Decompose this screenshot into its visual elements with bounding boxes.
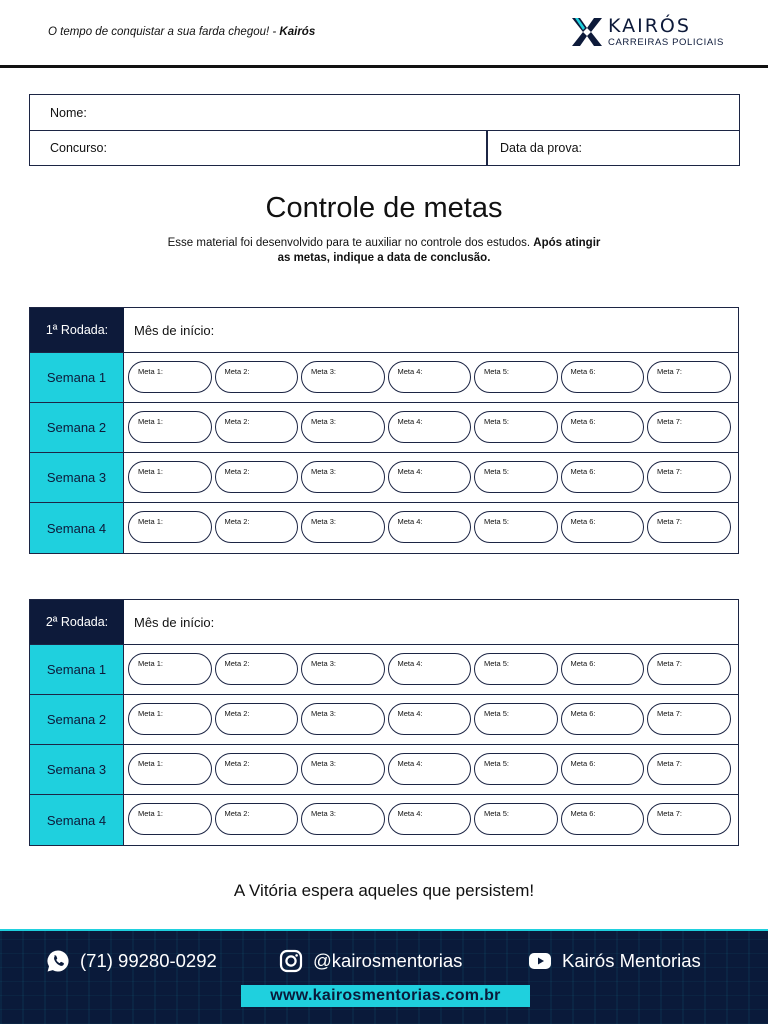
goal-field[interactable]	[301, 803, 385, 835]
goal-label: Meta 5:	[484, 659, 510, 668]
goal-field[interactable]	[301, 753, 385, 785]
goal-field[interactable]	[388, 511, 472, 543]
goal-label: Meta 7:	[657, 417, 683, 426]
goal-list	[128, 703, 731, 735]
week-label: Semana 1	[30, 645, 124, 694]
rodada-label: 2ª Rodada:	[30, 600, 124, 644]
goal-field[interactable]	[215, 511, 299, 543]
week-row	[30, 403, 738, 453]
goal-label: Meta 6:	[570, 709, 596, 718]
goal-label: Meta 5:	[484, 467, 510, 476]
week-row	[30, 745, 738, 795]
goal-field[interactable]	[388, 803, 472, 835]
goal-label: Meta 1:	[138, 467, 164, 476]
week-label: Semana 1	[30, 353, 124, 402]
goal-label: Meta 1:	[138, 809, 164, 818]
week-label: Semana 3	[30, 745, 124, 794]
goal-label: Meta 6:	[570, 417, 596, 426]
goal-label: Meta 4:	[397, 759, 423, 768]
week-row	[30, 453, 738, 503]
rodada-table-2	[29, 599, 739, 846]
goal-field[interactable]	[128, 703, 212, 735]
goal-field[interactable]	[647, 653, 731, 685]
goal-field[interactable]	[215, 703, 299, 735]
goal-field[interactable]	[474, 753, 558, 785]
week-label: Semana 2	[30, 695, 124, 744]
week-row	[30, 795, 738, 845]
goal-field[interactable]	[561, 703, 645, 735]
goal-label: Meta 2:	[224, 417, 250, 426]
goal-label: Meta 7:	[657, 759, 683, 768]
goal-label: Meta 4:	[397, 417, 423, 426]
page-title: Controle de metas	[265, 192, 503, 224]
start-month-field[interactable]: Mês de início:	[134, 322, 215, 338]
youtube-contact[interactable]	[528, 949, 701, 973]
goal-label: Meta 5:	[484, 367, 510, 376]
goal-field[interactable]	[215, 361, 299, 393]
goal-field[interactable]	[388, 411, 472, 443]
goal-field[interactable]	[128, 461, 212, 493]
exam-date-field[interactable]	[488, 131, 738, 165]
name-field[interactable]	[30, 95, 739, 131]
goal-label: Meta 3:	[311, 659, 337, 668]
goal-field[interactable]	[215, 753, 299, 785]
goal-field[interactable]	[301, 361, 385, 393]
student-info-box	[29, 94, 740, 166]
goal-field[interactable]	[647, 411, 731, 443]
name-label: Nome:	[50, 106, 87, 120]
phone-contact[interactable]	[46, 949, 217, 973]
instagram-icon	[279, 949, 303, 973]
goal-list	[128, 753, 731, 785]
goal-list	[128, 803, 731, 835]
goal-label: Meta 7:	[657, 659, 683, 668]
goal-label: Meta 6:	[570, 467, 596, 476]
goal-field[interactable]	[128, 653, 212, 685]
week-label: Semana 4	[30, 795, 124, 845]
goal-field[interactable]	[647, 703, 731, 735]
goal-field[interactable]	[301, 703, 385, 735]
goal-list	[128, 411, 731, 443]
goal-label: Meta 3:	[311, 809, 337, 818]
header-tagline: O tempo de conquistar a sua farda chegou! - Kairós	[48, 26, 316, 38]
whatsapp-icon	[46, 949, 70, 973]
goal-label: Meta 5:	[484, 759, 510, 768]
goal-list	[128, 461, 731, 493]
rodada-label: 1ª Rodada:	[30, 308, 124, 352]
goal-field[interactable]	[388, 653, 472, 685]
rodada-table-1	[29, 307, 739, 554]
goal-field[interactable]	[128, 753, 212, 785]
goal-field[interactable]	[647, 753, 731, 785]
goal-field[interactable]	[388, 753, 472, 785]
goal-label: Meta 4:	[397, 367, 423, 376]
goal-field[interactable]	[388, 461, 472, 493]
goal-label: Meta 3:	[311, 467, 337, 476]
goal-label: Meta 1:	[138, 659, 164, 668]
goal-field[interactable]	[301, 411, 385, 443]
goal-field[interactable]	[561, 653, 645, 685]
goal-label: Meta 2:	[224, 659, 250, 668]
goal-field[interactable]	[561, 411, 645, 443]
week-row	[30, 353, 738, 403]
goal-list	[128, 511, 731, 543]
goal-label: Meta 5:	[484, 709, 510, 718]
goal-label: Meta 3:	[311, 709, 337, 718]
goal-label: Meta 6:	[570, 367, 596, 376]
goal-label: Meta 7:	[657, 467, 683, 476]
week-row	[30, 645, 738, 695]
goal-field[interactable]	[647, 511, 731, 543]
goal-label: Meta 4:	[397, 467, 423, 476]
goal-label: Meta 1:	[138, 367, 164, 376]
instagram-contact[interactable]	[279, 949, 462, 973]
goal-label: Meta 4:	[397, 809, 423, 818]
header-divider	[0, 65, 768, 68]
week-label: Semana 3	[30, 453, 124, 502]
goal-field[interactable]	[474, 653, 558, 685]
goal-label: Meta 7:	[657, 809, 683, 818]
goal-field[interactable]	[561, 753, 645, 785]
goal-label: Meta 6:	[570, 759, 596, 768]
goal-field[interactable]	[215, 461, 299, 493]
goal-field[interactable]	[301, 653, 385, 685]
goal-field[interactable]	[128, 511, 212, 543]
goal-label: Meta 3:	[311, 417, 337, 426]
goal-field[interactable]	[128, 411, 212, 443]
goal-field[interactable]	[561, 803, 645, 835]
goal-label: Meta 5:	[484, 517, 510, 526]
goal-label: Meta 7:	[657, 367, 683, 376]
goal-label: Meta 6:	[570, 809, 596, 818]
goal-label: Meta 5:	[484, 417, 510, 426]
goal-label: Meta 2:	[224, 809, 250, 818]
instagram-handle: @kairosmentorias	[313, 950, 463, 971]
logo-subtitle: CARREIRAS POLICIAIS	[608, 36, 724, 48]
goal-field[interactable]	[561, 461, 645, 493]
goal-label: Meta 4:	[397, 709, 423, 718]
goal-field[interactable]	[561, 361, 645, 393]
goal-label: Meta 2:	[224, 367, 250, 376]
goal-field[interactable]	[474, 361, 558, 393]
week-label: Semana 4	[30, 503, 124, 553]
goal-field[interactable]	[474, 411, 558, 443]
website-link[interactable]: www.kairosmentorias.com.br	[241, 985, 530, 1007]
rodada-header	[30, 308, 738, 353]
goal-label: Meta 4:	[397, 517, 423, 526]
goal-field[interactable]	[474, 461, 558, 493]
goal-label: Meta 7:	[657, 517, 683, 526]
goal-field[interactable]	[388, 361, 472, 393]
goal-field[interactable]	[215, 803, 299, 835]
exam-date-label: Data da prova:	[500, 141, 582, 155]
goal-field[interactable]	[128, 803, 212, 835]
goal-label: Meta 1:	[138, 709, 164, 718]
goal-label: Meta 3:	[311, 759, 337, 768]
goal-field[interactable]	[474, 803, 558, 835]
motto-text: A Vitória espera aqueles que persistem!	[233, 881, 535, 900]
goal-field[interactable]	[561, 511, 645, 543]
goal-field[interactable]	[647, 361, 731, 393]
goal-field[interactable]	[647, 803, 731, 835]
youtube-channel: Kairós Mentorias	[562, 950, 701, 971]
week-row	[30, 503, 738, 553]
phone-number: (71) 99280-0292	[80, 950, 217, 971]
goal-label: Meta 4:	[397, 659, 423, 668]
goal-label: Meta 1:	[138, 517, 164, 526]
goal-field[interactable]	[215, 653, 299, 685]
goal-field[interactable]	[647, 461, 731, 493]
goal-field[interactable]	[215, 411, 299, 443]
goal-field[interactable]	[474, 703, 558, 735]
goal-label: Meta 6:	[570, 517, 596, 526]
start-month-field[interactable]: Mês de início:	[134, 614, 215, 630]
footer-accent-line	[0, 929, 768, 931]
goal-field[interactable]	[388, 703, 472, 735]
goal-label: Meta 7:	[657, 709, 683, 718]
goal-list	[128, 653, 731, 685]
page-header	[0, 0, 768, 68]
goal-field[interactable]	[301, 511, 385, 543]
contest-field[interactable]	[30, 131, 486, 165]
goal-label: Meta 1:	[138, 759, 164, 768]
kairos-logo	[570, 16, 724, 48]
goal-label: Meta 6:	[570, 659, 596, 668]
logo-mark-icon	[570, 16, 604, 48]
goal-label: Meta 5:	[484, 809, 510, 818]
goal-field[interactable]	[128, 361, 212, 393]
goal-label: Meta 3:	[311, 367, 337, 376]
goal-label: Meta 2:	[224, 709, 250, 718]
page-footer	[0, 929, 768, 1024]
goal-label: Meta 3:	[311, 517, 337, 526]
goal-field[interactable]	[301, 461, 385, 493]
goal-label: Meta 2:	[224, 759, 250, 768]
rodada-header	[30, 600, 738, 645]
logo-name: KAIRÓS	[608, 14, 691, 37]
youtube-icon	[528, 949, 552, 973]
goal-label: Meta 2:	[224, 467, 250, 476]
tagline-brand: Kairós	[279, 26, 316, 38]
contest-label: Concurso:	[50, 141, 107, 155]
week-label: Semana 2	[30, 403, 124, 452]
week-row	[30, 695, 738, 745]
goal-label: Meta 2:	[224, 517, 250, 526]
page-subtitle: Esse material foi desenvolvido para te auxiliar no controle dos estudos. Após atingir as metas, indique a data de conclusão.	[167, 237, 601, 264]
goal-list	[128, 361, 731, 393]
goal-label: Meta 1:	[138, 417, 164, 426]
goal-field[interactable]	[474, 511, 558, 543]
